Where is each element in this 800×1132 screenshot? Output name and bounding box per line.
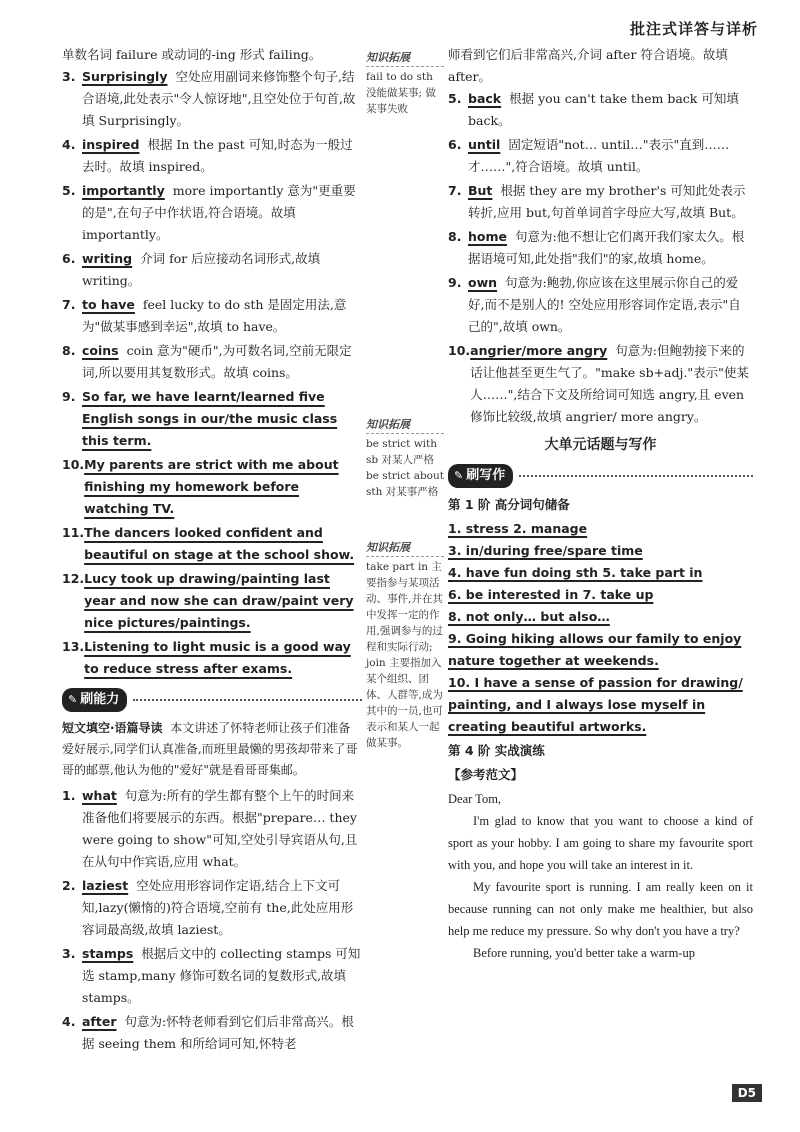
phrase-text: 6. be interested in 7. take up [448, 587, 654, 602]
explanation-text: 句意为:鲍勃,你应该在这里展示你自己的爱好,而不是别人的! 空处应用形容词作定语,表示"自己的",故填 own。 [468, 275, 741, 334]
item-body [468, 88, 753, 132]
phrase-text: 9. Going hiking allows our family to enjoy nature together at weekends. [448, 631, 742, 668]
explanation-text: 空处应用形容词作定语,结合上下文可知,lazy(懒惰的)符合语境,空前有 the,此处应用形容词最高级,故填 laziest。 [82, 878, 354, 937]
explanation-text: 根据 they are my brother's 可知此处表示转折,应用 but,句首单词首字母应大写,故填 But。 [468, 183, 746, 220]
answer-item [62, 294, 362, 338]
passage-intro [62, 718, 362, 781]
phrase-line [448, 562, 753, 584]
left-answer-list-2 [62, 785, 362, 1055]
item-number: 9. [62, 389, 76, 404]
item-body [82, 134, 362, 178]
answer-word: after [82, 1014, 117, 1029]
explanation-text: 句意为:怀特老师看到它们后非常高兴。根据 seeing them 和所给词可知,怀特老 [82, 1014, 354, 1051]
answer-item [62, 943, 362, 1009]
note-text: fail to do sth 没能做某事; 做某事失败 [366, 71, 436, 115]
phrase-text: 4. have fun doing sth 5. take part in [448, 565, 703, 580]
answer-item [62, 785, 362, 873]
notes-column [366, 44, 444, 759]
phrase-line [448, 540, 753, 562]
phrase-line [448, 628, 753, 672]
item-number: 1. [62, 788, 76, 803]
explanation-text: 固定短语"not… until…"表示"直到……才……",符合语境。故填 until。 [468, 137, 730, 174]
answer-word: back [468, 91, 502, 106]
essay-paragraph: Before running, you'd better take a warm-up [473, 946, 695, 960]
item-body [82, 294, 362, 338]
explanation-text: coin 意为"硬币",为可数名词,空前无限定词,所以要用其复数形式。故填 coins。 [82, 343, 352, 380]
right-lead-text: 师看到它们后非常高兴,介词 after 符合语境。故填 after。 [448, 47, 728, 84]
item-number: 3. [62, 69, 76, 84]
answer-item [62, 340, 362, 384]
item-number: 7. [448, 183, 462, 198]
item-body [82, 1011, 362, 1055]
intro-text: 本文讲述了怀特老师让孩子们准备爱好展示,同学们认真准备,而班里最懒的男孩却带来了哥哥的邮票,他认为他的"爱好"就是看哥哥集邮。 [62, 721, 358, 777]
item-body [470, 340, 753, 428]
note-strict [366, 417, 444, 500]
item-number: 2. [62, 878, 76, 893]
brush-icon: ✎ [454, 469, 464, 482]
answer-word: what [82, 788, 117, 803]
answer-word: own [468, 275, 498, 290]
explanation-text: feel lucky to do sth 是固定用法,意为"做某事感到幸运",故填 to have。 [82, 297, 347, 334]
section-bar-writing [448, 464, 753, 488]
sample-essay-label: 【参考范文】 [448, 767, 524, 782]
essay-greeting: Dear Tom, [448, 792, 502, 806]
item-number: 8. [448, 229, 462, 244]
left-column [62, 44, 362, 1057]
brush-icon: ✎ [68, 693, 78, 706]
answer-item [448, 88, 753, 132]
answer-word: But [468, 183, 493, 198]
answer-item [62, 1011, 362, 1055]
answer-item [62, 66, 362, 132]
right-column [448, 44, 753, 964]
phrase-text: 3. in/during free/spare time [448, 543, 643, 558]
item-number: 4. [62, 1014, 76, 1029]
item-body [82, 875, 362, 941]
left-sentence-list [62, 386, 362, 680]
section-bar-ability [62, 688, 362, 712]
phrase-text: 8. not only… but also… [448, 609, 610, 624]
item-number: 4. [62, 137, 76, 152]
item-number: 11. [62, 525, 85, 540]
sentence-item [62, 636, 362, 680]
note-take-part [366, 540, 444, 751]
answer-item [448, 180, 753, 224]
explanation-text: 句意为:所有的学生都有整个上午的时间来准备他们将要展示的东西。根据"prepare… they were going to show"可知,空处引导宾语从句,且在从句中作宾语,应用 what。 [82, 788, 358, 869]
sentence-text: The dancers looked confident and beautiful on stage at the school show. [84, 525, 355, 562]
phrase-line [448, 606, 753, 628]
section-badge-ability [62, 688, 127, 712]
sentence-item [62, 522, 362, 566]
stage-1-list [448, 518, 753, 738]
item-body [82, 180, 362, 246]
answer-item [62, 248, 362, 292]
stage-4-heading: 第 4 阶 实战演练 [448, 743, 545, 758]
sentence-text: My parents are strict with me about finishing my homework before watching TV. [84, 457, 339, 516]
item-body [82, 785, 362, 873]
item-number: 8. [62, 343, 76, 358]
note-text: take part in 主要指参与某项活动、事件,并在其中发挥一定的作用,强调参与的过程和实际行动; join 主要指加入某个组织、团体、人群等,成为其中的一员,也可表示和某人一起做某事。 [366, 561, 443, 749]
page-number: D5 [732, 1084, 762, 1102]
item-body [82, 943, 362, 1009]
explanation-text: 空处应用副词来修饰整个句子,结合语境,此处表示"令人惊讶地",且空处位于句首,故填 Surprisingly。 [82, 69, 356, 128]
left-answer-list [62, 66, 362, 384]
sample-essay [448, 788, 753, 964]
answer-word: Surprisingly [82, 69, 168, 84]
sentence-item [62, 454, 362, 520]
note-title: 知识拓展 [366, 417, 444, 434]
left-lead-text: 单数名词 failure 或动词的-ing 形式 failing。 [62, 47, 322, 62]
dotted-divider [133, 699, 362, 701]
item-body [468, 134, 753, 178]
sentence-text: So far, we have learnt/learned five English songs in our/the music class this term. [82, 389, 338, 448]
item-body [82, 248, 362, 292]
phrase-text: 1. stress 2. manage [448, 521, 588, 536]
item-body [82, 340, 362, 384]
answer-item [448, 226, 753, 270]
phrase-line [448, 672, 753, 738]
stage-1-heading: 第 1 阶 高分词句储备 [448, 497, 570, 512]
essay-paragraph: My favourite sport is running. I am really keen on it because running can not only make me healthier, but also help me reduce my pressure. So why don't you have a try? [448, 880, 753, 938]
unit-topic-title: 大单元话题与写作 [544, 437, 657, 453]
item-number: 10. [448, 343, 471, 358]
item-number: 5. [62, 183, 76, 198]
item-body [468, 272, 753, 338]
answer-word: writing [82, 251, 133, 266]
note-title: 知识拓展 [366, 540, 444, 557]
item-number: 9. [448, 275, 462, 290]
section-label: 刷能力 [80, 692, 120, 707]
intro-label: 短文填空·语篇导读 [62, 721, 163, 735]
item-number: 7. [62, 297, 76, 312]
note-fail [366, 50, 444, 117]
answer-word: importantly [82, 183, 165, 198]
right-answer-list [448, 88, 753, 428]
item-number: 5. [448, 91, 462, 106]
item-body [468, 180, 753, 224]
sentence-text: Lucy took up drawing/painting last year and now she can draw/paint very nice pictures/paintings. [84, 571, 354, 630]
item-number: 3. [62, 946, 76, 961]
answer-item [62, 875, 362, 941]
section-label: 刷写作 [466, 468, 506, 483]
answer-item [448, 340, 753, 428]
section-badge-writing [448, 464, 513, 488]
answer-word: until [468, 137, 501, 152]
dotted-divider [519, 475, 753, 477]
item-body [82, 66, 362, 132]
answer-word: coins [82, 343, 119, 358]
answer-item [448, 272, 753, 338]
item-number: 6. [448, 137, 462, 152]
answer-word: angrier/more angry [470, 343, 608, 358]
answer-word: to have [82, 297, 135, 312]
explanation-text: 根据 you can't take them back 可知填 back。 [468, 91, 739, 128]
item-number: 10. [62, 457, 85, 472]
page-header-title: 批注式详答与详析 [629, 20, 758, 38]
explanation-text: 根据 In the past 可知,时态为一般过去时。故填 inspired。 [82, 137, 353, 174]
item-number: 13. [62, 639, 85, 654]
answer-word: inspired [82, 137, 140, 152]
explanation-text: 根据后文中的 collecting stamps 可知选 stamp,many 修饰可数名词的复数形式,故填 stamps。 [82, 946, 361, 1005]
answer-word: home [468, 229, 507, 244]
explanation-text: 句意为:但鲍勃接下来的话让他甚至更生气了。"make sb+adj."表示"使某人……",结合下文及所给词可知选 angry,且 even 修饰比较级,故填 angrier/ more angry。 [470, 343, 749, 424]
explanation-text: more importantly 意为"更重要的是",在句子中作状语,符合语境。故填 importantly。 [82, 183, 356, 242]
sentence-text: Listening to light music is a good way to reduce stress after exams. [84, 639, 351, 676]
answer-item [448, 134, 753, 178]
sentence-item [62, 386, 362, 452]
item-body [468, 226, 753, 270]
phrase-line [448, 518, 753, 540]
note-title: 知识拓展 [366, 50, 444, 67]
phrase-text: 10. I have a sense of passion for drawing/ painting, and I always lose myself in creating beautiful artworks. [448, 675, 743, 734]
sentence-item [62, 568, 362, 634]
explanation-text: 句意为:他不想让它们离开我们家太久。根据语境可知,此处指"我们"的家,故填 home。 [468, 229, 745, 266]
answer-item [62, 180, 362, 246]
answer-word: stamps [82, 946, 134, 961]
answer-item [62, 134, 362, 178]
essay-paragraph: I'm glad to know that you want to choose a kind of sport as your hobby. I am going to share my favourite sport with you, and hope you will take an interest in it. [448, 814, 753, 872]
item-number: 12. [62, 571, 85, 586]
phrase-line [448, 584, 753, 606]
note-text: be strict with sb 对某人严格 be strict about sth 对某事严格 [366, 438, 444, 498]
explanation-text: 介词 for 后应接动名词形式,故填 writing。 [82, 251, 321, 288]
item-number: 6. [62, 251, 76, 266]
answer-word: laziest [82, 878, 129, 893]
